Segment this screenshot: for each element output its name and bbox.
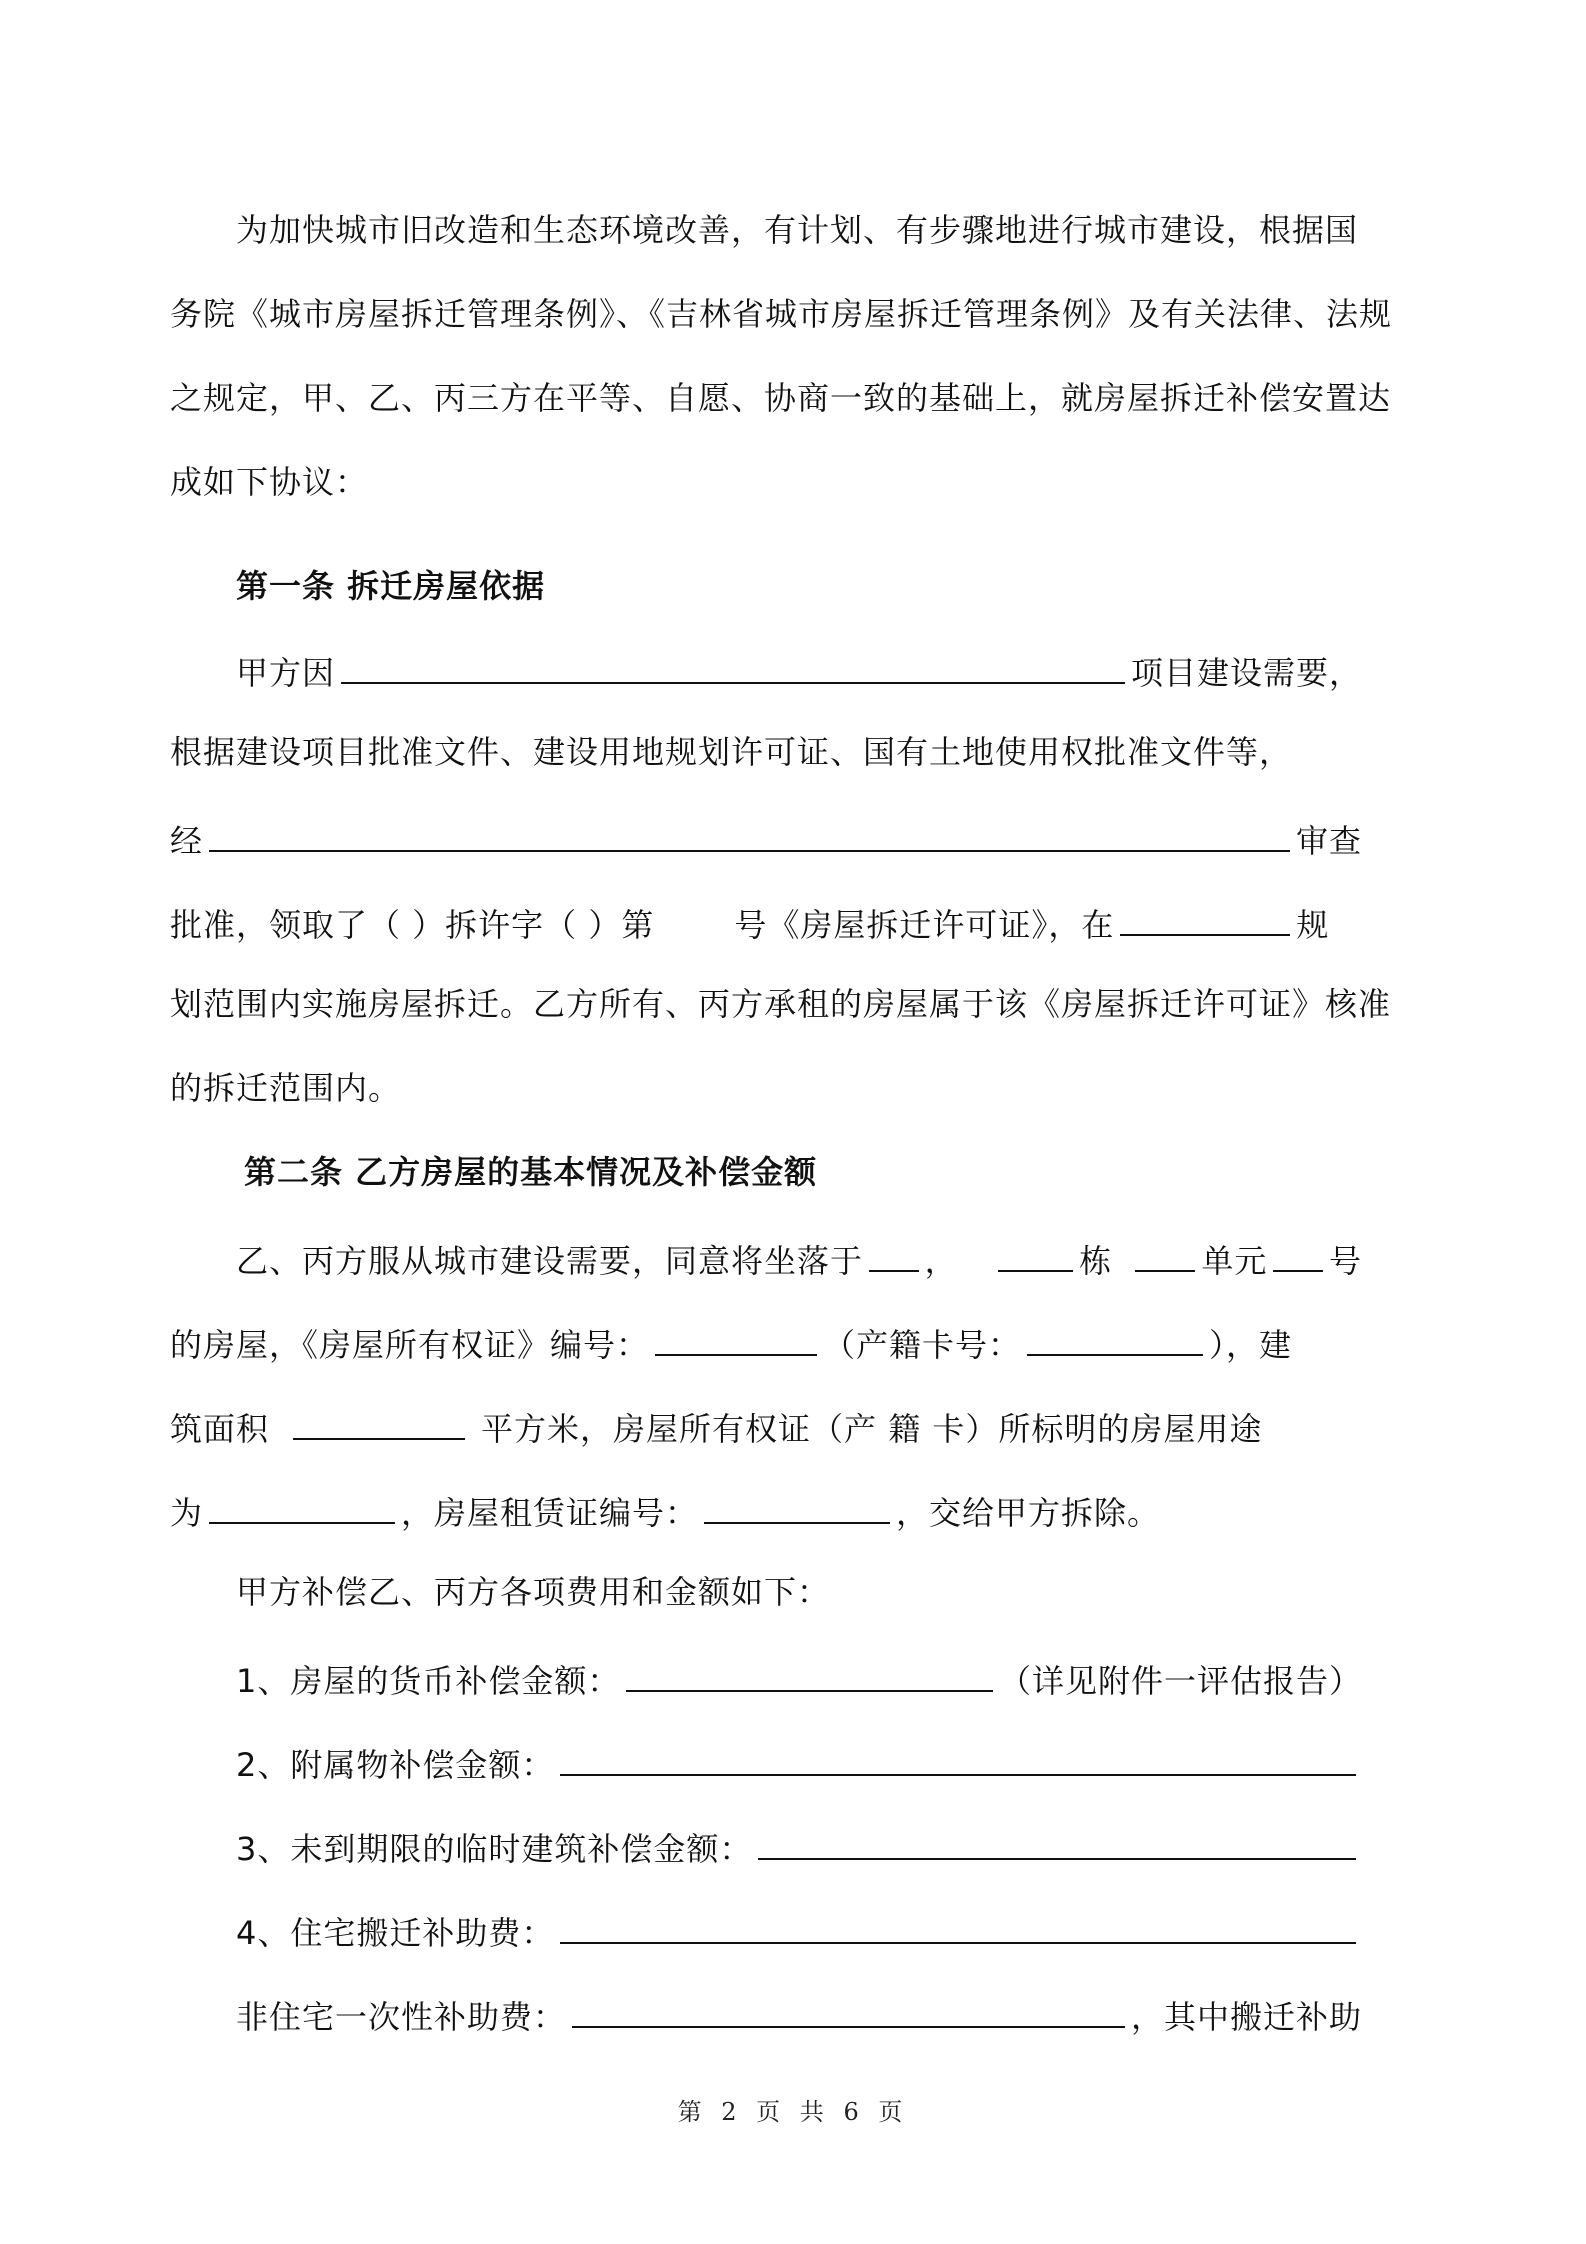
monetary-compensation-blank[interactable] [626, 1656, 993, 1692]
article-1-line-2: 根据建设项目批准文件、建设用地规划许可证、国有土地使用权批准文件等， [170, 733, 1293, 771]
article-1-line-5: 划范围内实施房屋拆迁。乙方所有、丙方承租的房屋属于该《房屋拆迁许可证》核准 [170, 985, 1392, 1023]
compensation-item-2: 2、附属物补偿金额： [236, 1740, 1362, 1785]
compensation-item-3: 3、未到期限的临时建筑补偿金额： [236, 1824, 1362, 1869]
intro-line-1: 为加快城市旧改造和生态环境改善，有计划、有步骤地进行城市建设，根据国 [236, 211, 1359, 249]
intro-line-4: 成如下协议： [170, 463, 369, 501]
article-2-title: 第二条 乙方房屋的基本情况及补偿金额 [244, 1153, 818, 1191]
non-residential-subsidy-blank[interactable] [572, 1992, 1125, 2028]
article-1-line-6: 的拆迁范围内。 [170, 1069, 402, 1107]
intro-line-2: 务院《城市房屋拆迁管理条例》、《吉林省城市房屋拆迁管理条例》及有关法律、法规 [170, 295, 1393, 333]
article-1-line-3: 经 审查 [170, 816, 1362, 861]
compensation-intro: 甲方补偿乙、丙方各项费用和金额如下： [236, 1573, 831, 1611]
article-1-title: 第一条 拆迁房屋依据 [236, 567, 546, 605]
compensation-item-1: 1、房屋的货币补偿金额： （详见附件一评估报告） [236, 1656, 1362, 1701]
article-1-line-1: 甲方因 项目建设需要， [236, 648, 1362, 693]
temporary-building-compensation-blank[interactable] [758, 1824, 1356, 1860]
relocation-subsidy-blank[interactable] [560, 1908, 1356, 1944]
lease-cert-number-blank[interactable] [704, 1488, 890, 1524]
intro-line-3: 之规定，甲、乙、丙三方在平等、自愿、协商一致的基础上，就房屋拆迁补偿安置达 [170, 379, 1392, 417]
room-number-blank[interactable] [1273, 1236, 1323, 1272]
appurtenance-compensation-blank[interactable] [560, 1740, 1356, 1776]
article-1-line-4: 批准，领取了（ ）拆许字（ ）第 号《房屋拆迁许可证》，在 规 [170, 900, 1362, 945]
article-2-line-2: 的房屋，《房屋所有权证》编号： （产籍卡号： ），建 [170, 1320, 1362, 1365]
unit-blank[interactable] [1135, 1236, 1195, 1272]
floor-area-blank[interactable] [293, 1404, 465, 1440]
property-card-number-blank[interactable] [1027, 1320, 1203, 1356]
ownership-cert-number-blank[interactable] [655, 1320, 817, 1356]
article-2-line-3: 筑面积 平方米，房屋所有权证（产 籍 卡）所标明的房屋用途 [170, 1404, 1362, 1449]
project-name-blank[interactable] [341, 648, 1125, 684]
housing-use-blank[interactable] [209, 1488, 395, 1524]
article-2-line-1: 乙、丙方服从城市建设需要，同意将坐落于 ， 栋 单元 号 [236, 1236, 1362, 1281]
building-blank[interactable] [998, 1236, 1073, 1272]
location-blank[interactable] [869, 1236, 919, 1272]
article-2-line-4: 为 ，房屋租赁证编号： ，交给甲方拆除。 [170, 1488, 1362, 1533]
approval-authority-blank[interactable] [209, 816, 1290, 852]
planning-area-blank[interactable] [1120, 900, 1290, 936]
page-footer: 第 2 页 共 6 页 [677, 2098, 909, 2126]
compensation-item-5: 非住宅一次性补助费： ，其中搬迁补助 [236, 1992, 1362, 2037]
compensation-item-4: 4、住宅搬迁补助费： [236, 1908, 1362, 1953]
